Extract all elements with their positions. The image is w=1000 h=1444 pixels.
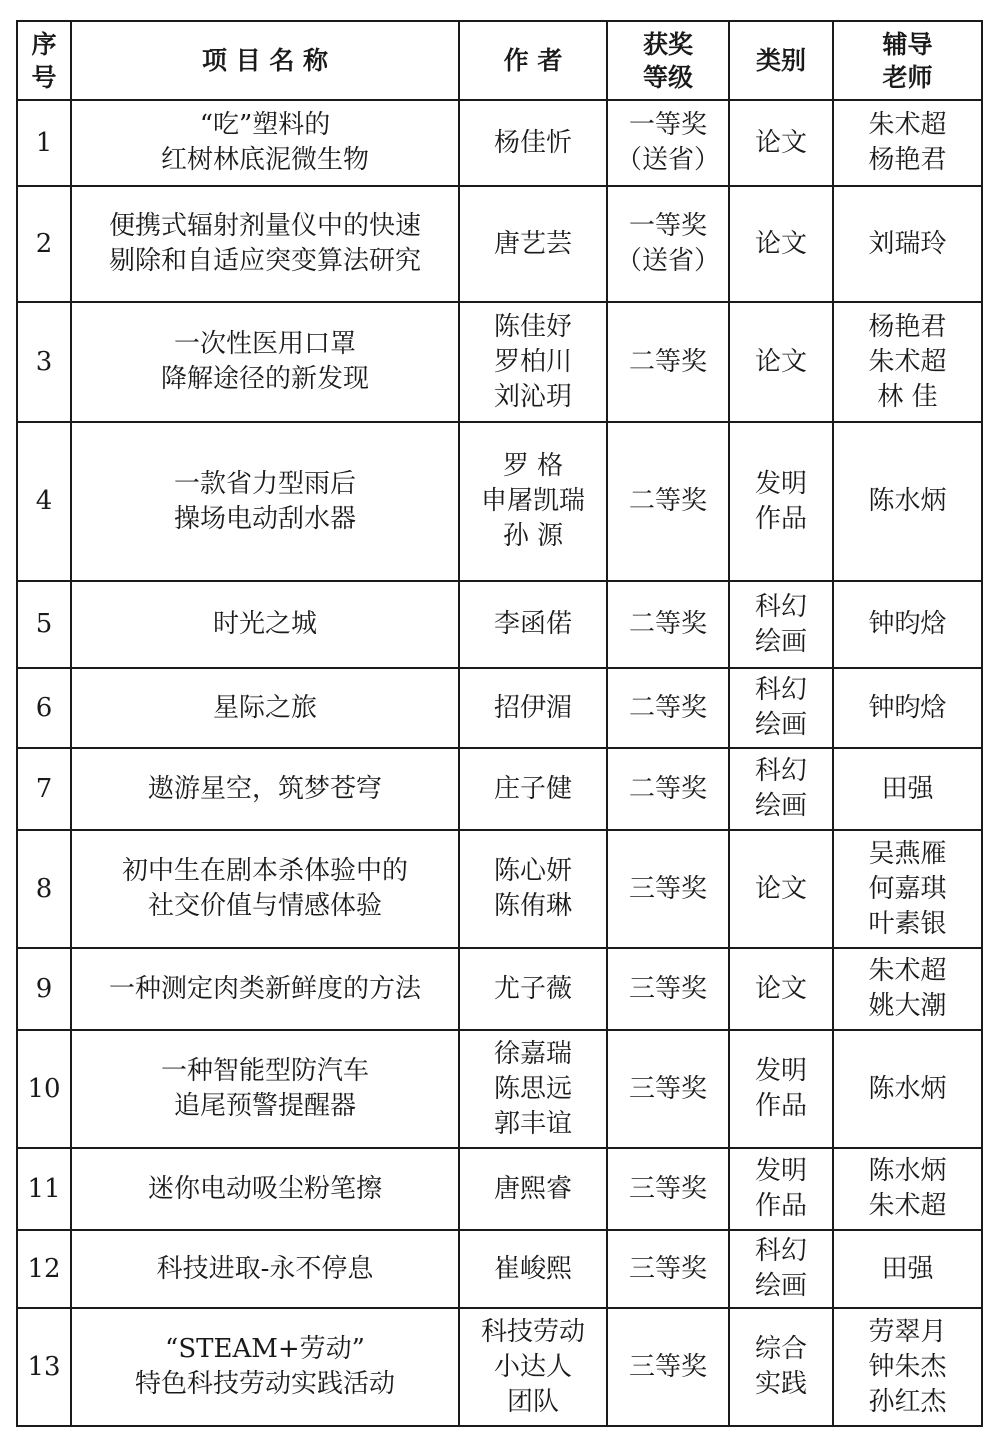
cell-category: 发明 作品 <box>729 1030 833 1148</box>
cell-author: 唐艺芸 <box>459 186 607 302</box>
table-row <box>17 186 982 302</box>
cell-category: 论文 <box>729 100 833 186</box>
cell-award-level: 一等奖 （送省） <box>607 100 729 186</box>
cell-award-level: 二等奖 <box>607 422 729 581</box>
cell-category: 发明 作品 <box>729 1148 833 1230</box>
cell-project-name: 时光之城 <box>71 581 459 668</box>
table-row <box>17 830 982 948</box>
cell-seq: 13 <box>17 1308 71 1426</box>
header-teacher: 辅导 老师 <box>833 21 982 100</box>
cell-award-level: 二等奖 <box>607 302 729 422</box>
cell-award-level: 二等奖 <box>607 581 729 668</box>
cell-award-level: 三等奖 <box>607 1308 729 1426</box>
header-seq: 序 号 <box>17 21 71 100</box>
cell-seq: 7 <box>17 748 71 830</box>
cell-author: 徐嘉瑞 陈思远 郭丰谊 <box>459 1030 607 1148</box>
table-row <box>17 422 982 581</box>
cell-project-name: 科技进取-永不停息 <box>71 1230 459 1308</box>
cell-project-name: 初中生在剧本杀体验中的 社交价值与情感体验 <box>71 830 459 948</box>
cell-category: 论文 <box>729 302 833 422</box>
cell-project-name: 一种智能型防汽车 追尾预警提醒器 <box>71 1030 459 1148</box>
cell-seq: 2 <box>17 186 71 302</box>
cell-project-name: “STEAM+劳动” 特色科技劳动实践活动 <box>71 1308 459 1426</box>
cell-teacher: 劳翠月 钟朱杰 孙红杰 <box>833 1308 982 1426</box>
cell-author: 陈佳妤 罗柏川 刘沁玥 <box>459 302 607 422</box>
cell-award-level: 三等奖 <box>607 948 729 1030</box>
cell-project-name: 一种测定肉类新鲜度的方法 <box>71 948 459 1030</box>
awards-table <box>16 20 983 1427</box>
cell-category: 论文 <box>729 186 833 302</box>
cell-seq: 5 <box>17 581 71 668</box>
cell-award-level: 三等奖 <box>607 1030 729 1148</box>
cell-teacher: 朱术超 姚大潮 <box>833 948 982 1030</box>
cell-project-name: 一次性医用口罩 降解途径的新发现 <box>71 302 459 422</box>
cell-seq: 12 <box>17 1230 71 1308</box>
cell-category: 论文 <box>729 830 833 948</box>
cell-teacher: 田强 <box>833 748 982 830</box>
header-project-name: 项 目 名 称 <box>71 21 459 100</box>
cell-seq: 4 <box>17 422 71 581</box>
header-category: 类别 <box>729 21 833 100</box>
cell-author: 唐熙睿 <box>459 1148 607 1230</box>
cell-project-name: 星际之旅 <box>71 668 459 748</box>
cell-seq: 6 <box>17 668 71 748</box>
cell-seq: 9 <box>17 948 71 1030</box>
table-row <box>17 1230 982 1308</box>
table-row <box>17 1308 982 1426</box>
table-row <box>17 302 982 422</box>
cell-seq: 3 <box>17 302 71 422</box>
cell-project-name: “吃”塑料的 红树林底泥微生物 <box>71 100 459 186</box>
cell-award-level: 二等奖 <box>607 668 729 748</box>
cell-award-level: 一等奖 （送省） <box>607 186 729 302</box>
cell-author: 杨佳忻 <box>459 100 607 186</box>
cell-category: 综合 实践 <box>729 1308 833 1426</box>
cell-author: 庄子健 <box>459 748 607 830</box>
table-row <box>17 668 982 748</box>
cell-award-level: 三等奖 <box>607 830 729 948</box>
cell-seq: 8 <box>17 830 71 948</box>
cell-seq: 10 <box>17 1030 71 1148</box>
cell-author: 招伊湄 <box>459 668 607 748</box>
cell-author: 科技劳动 小达人 团队 <box>459 1308 607 1426</box>
cell-author: 尤子薇 <box>459 948 607 1030</box>
cell-teacher: 陈水炳 <box>833 1030 982 1148</box>
cell-category: 科幻 绘画 <box>729 1230 833 1308</box>
header-award-level: 获奖 等级 <box>607 21 729 100</box>
cell-award-level: 三等奖 <box>607 1148 729 1230</box>
table-row <box>17 748 982 830</box>
cell-teacher: 钟昀焓 <box>833 581 982 668</box>
cell-award-level: 三等奖 <box>607 1230 729 1308</box>
cell-teacher: 吴燕雁 何嘉琪 叶素银 <box>833 830 982 948</box>
table-row <box>17 948 982 1030</box>
header-row <box>17 21 982 100</box>
cell-teacher: 杨艳君 朱术超 林 佳 <box>833 302 982 422</box>
cell-author: 李函偌 <box>459 581 607 668</box>
cell-teacher: 朱术超 杨艳君 <box>833 100 982 186</box>
cell-award-level: 二等奖 <box>607 748 729 830</box>
cell-project-name: 迷你电动吸尘粉笔擦 <box>71 1148 459 1230</box>
cell-project-name: 遨游星空，筑梦苍穹 <box>71 748 459 830</box>
cell-project-name: 一款省力型雨后 操场电动刮水器 <box>71 422 459 581</box>
table-row <box>17 581 982 668</box>
cell-project-name: 便携式辐射剂量仪中的快速 剔除和自适应突变算法研究 <box>71 186 459 302</box>
cell-seq: 1 <box>17 100 71 186</box>
table-row <box>17 100 982 186</box>
cell-seq: 11 <box>17 1148 71 1230</box>
cell-teacher: 刘瑞玲 <box>833 186 982 302</box>
cell-teacher: 钟昀焓 <box>833 668 982 748</box>
cell-category: 发明 作品 <box>729 422 833 581</box>
table-row <box>17 1148 982 1230</box>
cell-author: 崔峻熙 <box>459 1230 607 1308</box>
cell-teacher: 田强 <box>833 1230 982 1308</box>
cell-author: 陈心妍 陈侑琳 <box>459 830 607 948</box>
cell-category: 论文 <box>729 948 833 1030</box>
cell-author: 罗 格 申屠凯瑞 孙 源 <box>459 422 607 581</box>
cell-category: 科幻 绘画 <box>729 668 833 748</box>
cell-teacher: 陈水炳 <box>833 422 982 581</box>
table-row <box>17 1030 982 1148</box>
header-author: 作 者 <box>459 21 607 100</box>
cell-teacher: 陈水炳 朱术超 <box>833 1148 982 1230</box>
cell-category: 科幻 绘画 <box>729 581 833 668</box>
cell-category: 科幻 绘画 <box>729 748 833 830</box>
